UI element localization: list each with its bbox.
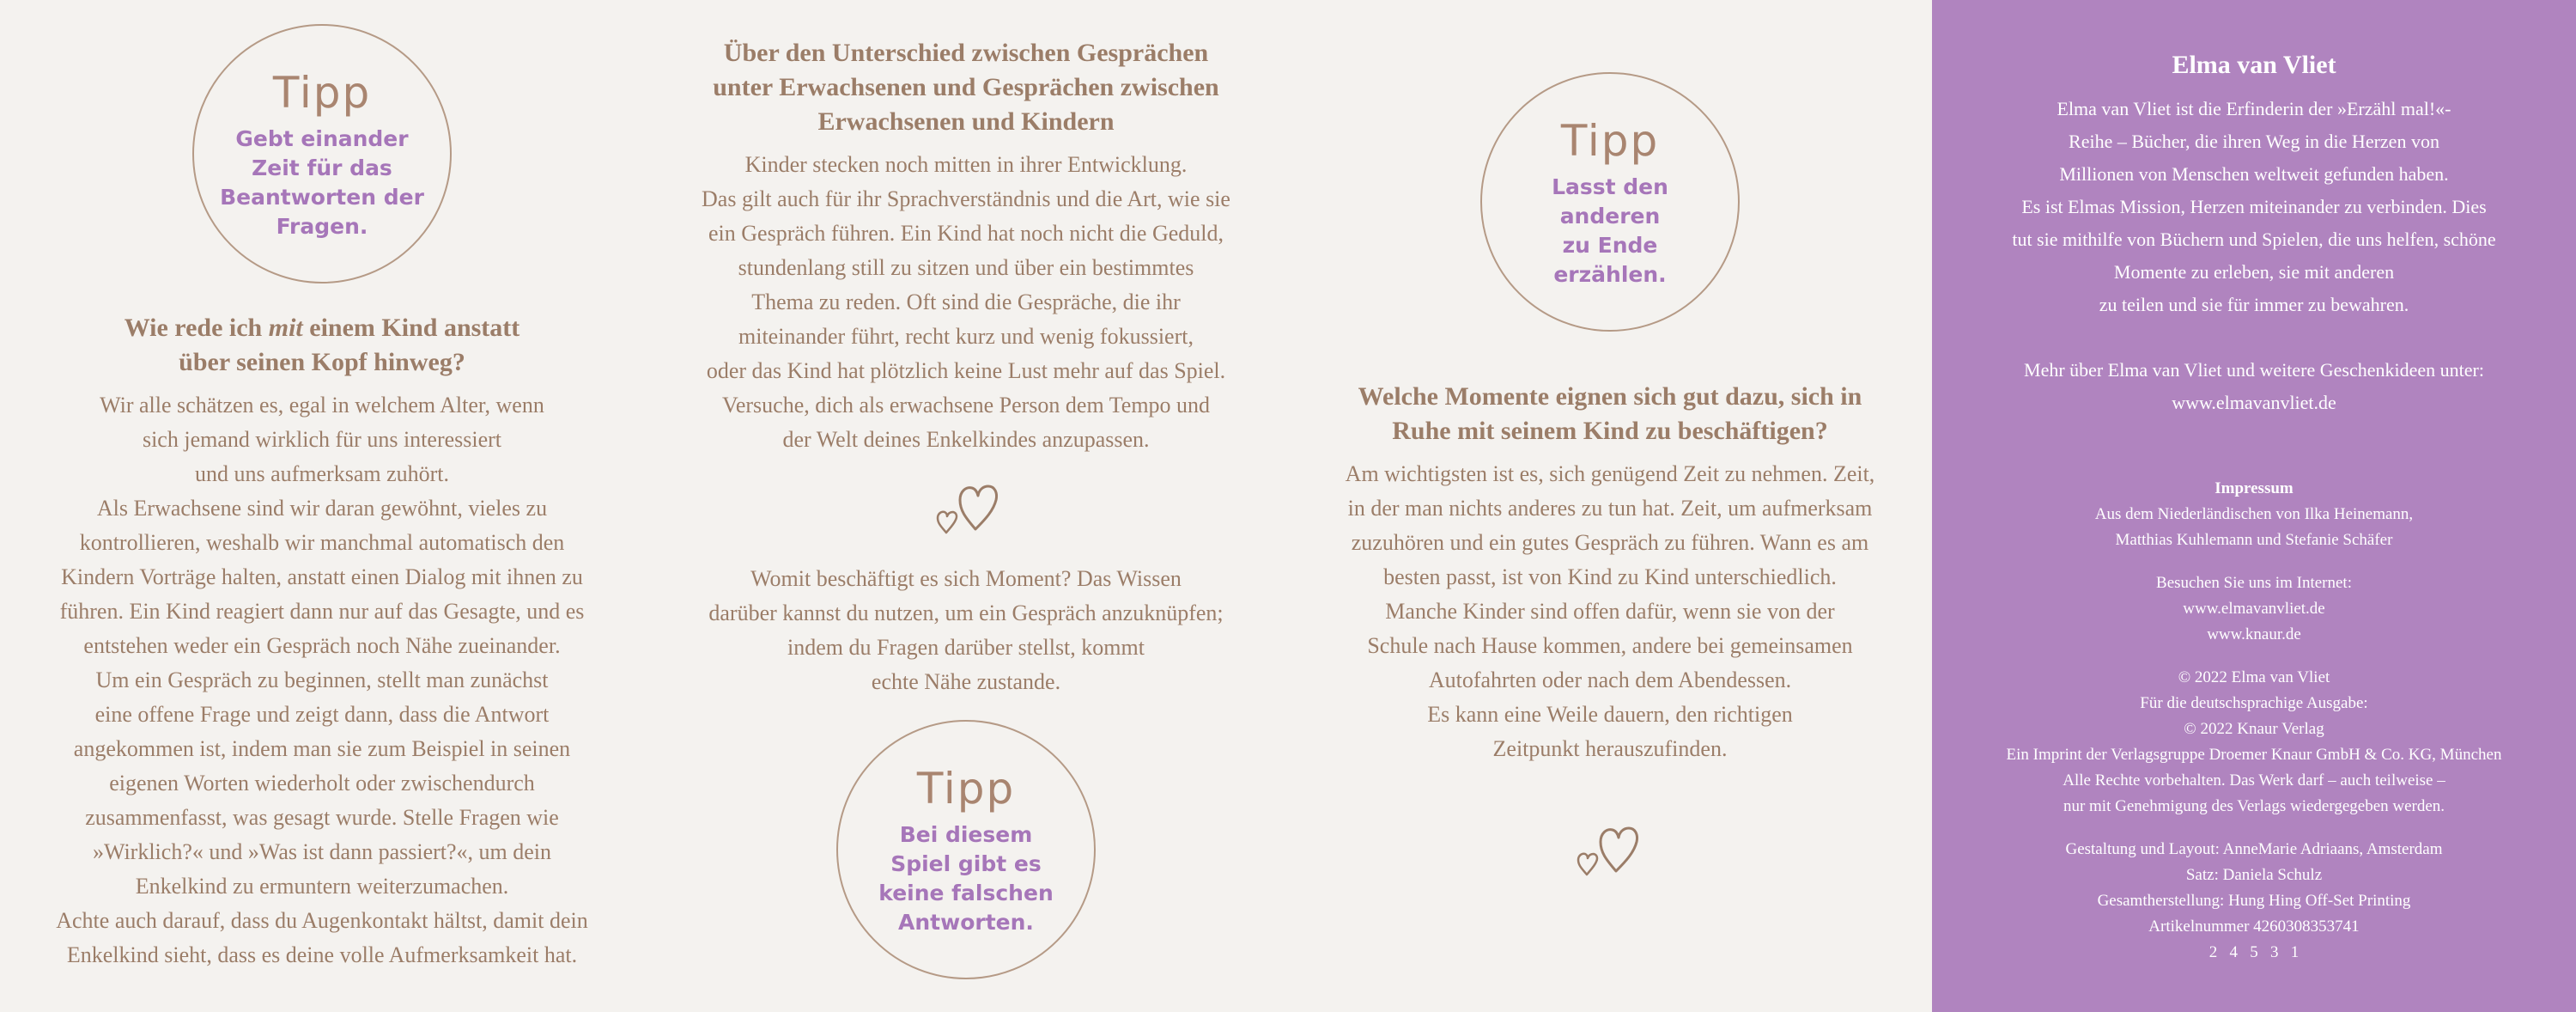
tipp-text: Bei diesem Spiel gibt es keine falschen Antworten.: [878, 822, 1054, 935]
tipp-title: Tipp: [272, 68, 372, 118]
impressum: Impressum Aus dem Niederländischen von Ilka Heinemann, Matthias Kuhlemann und Stefanie Schäfer Besuchen Sie uns im Internet: www.elmavanvliet.de www.knaur.de © 2022 Elma van Vliet Für die deutschsprachige Ausgabe: © 2022 Knaur Verlag Ein Imprint der Verlagsgruppe Droemer Knaur GmbH & Co. KG, München Alle Rechte vorbehalten. Das Werk darf – auch teilweise – nur mit Genehmigung des Verlags wiedergegeben werden. Gestaltung und Layout: AnneMarie Adriaans, Amsterdam Satz: Daniela Schulz Gesamtherstellung: Hung Hing Off-Set Printing Artikelnummer 4260308353741 2 4 5 3 1: [1932, 476, 2576, 966]
section-body: Kinder stecken noch mitten in ihrer Entwicklung. Das gilt auch für ihr Sprachverständnis und die Art, wie sie ein Gespräch führen. Ein Kind hat noch nicht die Geduld, stundenlang still zu sitzen und über ein bestimmtes Thema zu reden. Oft sind die Gespräche, die ihr miteinander führt, recht kurz und wenig fokussiert, oder das Kind hat plötzlich keine Lust mehr auf das Spiel. Versuche, dich als erwachsene Person dem Tempo und der Welt deines Enkelkindes anzupassen.: [702, 152, 1230, 452]
tipp-text: Gebt einander Zeit für das Beantworten der Fragen.: [220, 126, 424, 239]
author-name: Elma van Vliet: [2172, 51, 2336, 79]
author-website-link[interactable]: www.elmavanvliet.de: [2172, 392, 2336, 413]
section-body: Am wichtigsten ist es, sich genügend Zeit zu nehmen. Zeit, in der man nichts anderes zu tun hat. Zeit, um aufmerksam zuzuhören und ein gutes Gespräch zu führen. Wann es am besten passt, ist von Kind zu Kind unterschiedlich. Manche Kinder sind offen dafür, wenn sie von der Schule nach Hause kommen, andere bei gemeinsamen Autofahrten oder nach dem Abendessen. Es kann eine Weile dauern, den richtigen Zeitpunkt herauszufinden.: [1345, 461, 1875, 761]
tipp-title: Tipp: [916, 764, 1016, 814]
author-panel: [1932, 0, 2576, 1012]
section-heading: Welche Momente eignen sich gut dazu, sich in Ruhe mit seinem Kind zu beschäftigen?: [1358, 382, 1862, 445]
section-adults-vs-children: [661, 36, 1271, 457]
website-link[interactable]: www.elmavanvliet.de: [2183, 600, 2325, 618]
tipp-circle-1: [192, 24, 452, 283]
website-link[interactable]: www.knaur.de: [2207, 625, 2301, 643]
section-heading-line2: über seinen Kopf hinweg?: [179, 348, 465, 376]
hearts-icon: [1573, 818, 1643, 878]
hearts-icon: [933, 476, 1003, 536]
author-bio: Elma van Vliet ist die Erfinderin der »Erzähl mal!«- Reihe – Bücher, die ihren Weg in die Herzen von Millionen von Menschen weltweit gefunden haben. Es ist Elmas Mission, Herzen miteinander zu verbinden. Dies tut sie mithilfe von Büchern und Spielen, die uns helfen, schöne Momente zu erleben, sie mit anderen zu teilen und sie für immer zu bewahren.: [2012, 98, 2496, 315]
section-what-is-child-busy-with: Womit beschäftigt es sich Moment? Das Wissen darüber kannst du nutzen, um ein Gespräch anzuknüpfen; indem du Fragen darüber stellst, kommt echte Nähe zustande.: [708, 566, 1224, 694]
section-good-moments: [1305, 380, 1915, 766]
section-heading: Über den Unterschied zwischen Gesprächen unter Erwachsenen und Gesprächen zwischen Erwachsenen und Kindern: [713, 39, 1219, 136]
section-heading: Wie rede ich mit einem Kind anstatt: [124, 314, 520, 342]
section-body: Wir alle schätzen es, egal in welchem Alter, wenn sich jemand wirklich für uns interessiert und uns aufmerksam zuhört. Als Erwachsene sind wir daran gewöhnt, vieles zu kontrollieren, weshalb wir manchmal automatisch den Kindern Vorträge halten, anstatt einen Dialog mit ihnen zu führen. Ein Kind reagiert dann nur auf das Gesagte, und es entstehen weder ein Gespräch noch Nähe zueinander. Um ein Gespräch zu beginnen, stellt man zunächst eine offene Frage und zeigt dann, dass die Antwort angekommen ist, indem man sie zum Beispiel in seinen eigenen Worten wiederholt oder zwischendurch zusammenfasst, was gesagt wurde. Stelle Fragen wie »Wirklich?« und »Was ist dann passiert?«, um dein Enkelkind zu ermuntern weiterzumachen. Achte auch darauf, dass du Augenkontakt hältst, damit dein Enkelkind sieht, dass es deine volle Aufmerksamkeit hat.: [56, 393, 588, 967]
tipp-circle-2: [836, 720, 1096, 979]
tipp-circle-3: [1480, 72, 1740, 332]
section-talk-with-child: [17, 311, 627, 972]
more-info: Mehr über Elma van Vliet und weitere Geschenkideen unter: www.elmavanvliet.de: [1932, 354, 2576, 419]
impressum-title: Impressum: [2215, 479, 2293, 497]
tipp-title: Tipp: [1560, 116, 1660, 166]
tipp-text: Lasst den anderen zu Ende erzählen.: [1552, 174, 1668, 287]
